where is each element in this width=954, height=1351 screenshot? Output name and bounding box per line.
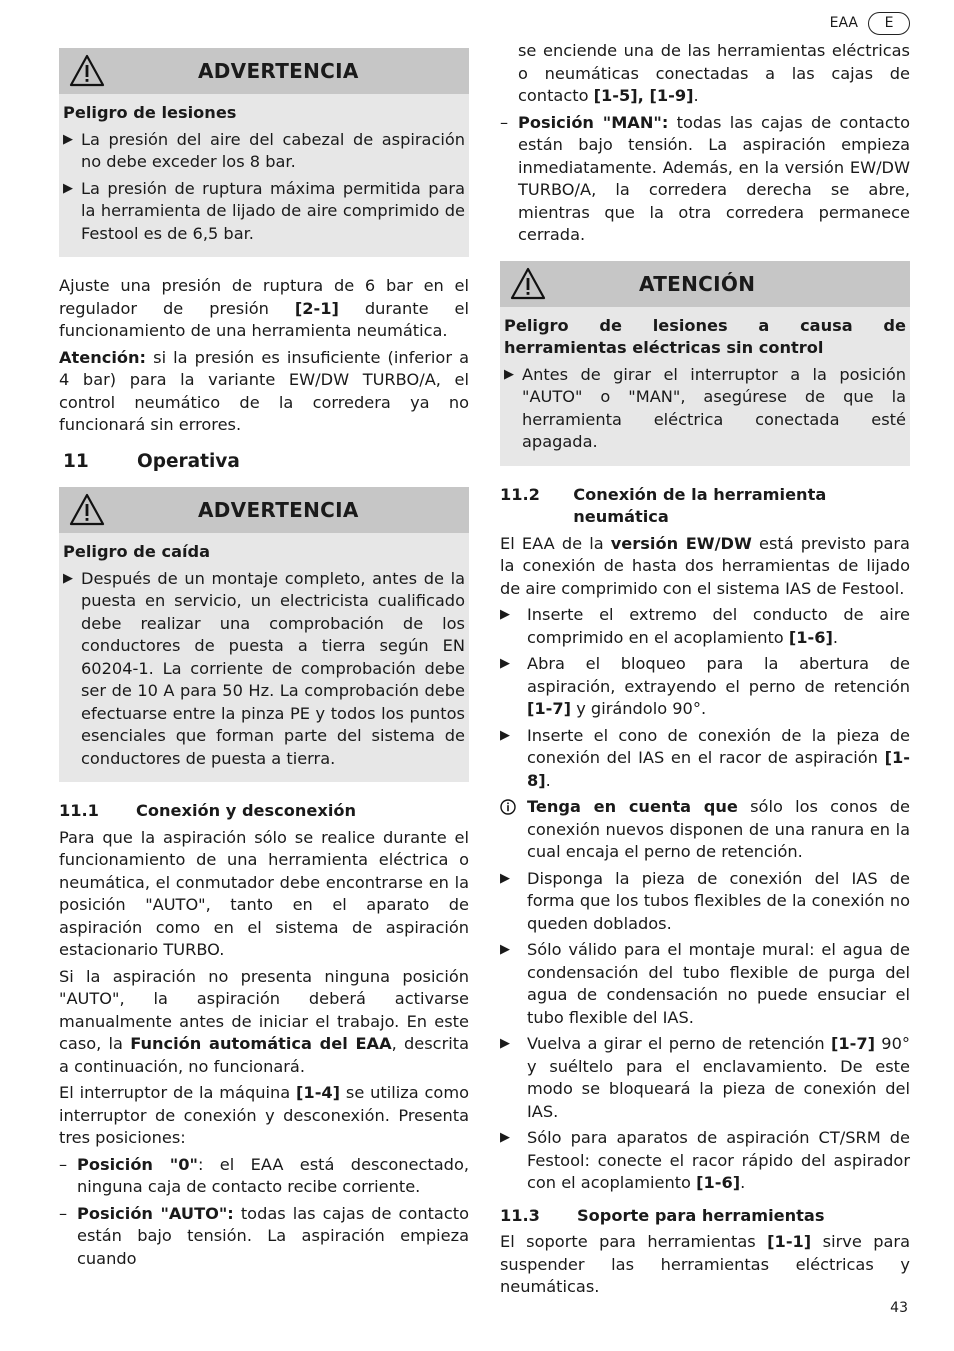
warning-triangle-icon [69, 493, 105, 527]
subsection-heading: 11.1 Conexión y desconexión [59, 801, 357, 820]
bullet-arrow-icon: ▶ [500, 942, 510, 957]
bullet-arrow-icon: ▶ [500, 607, 510, 622]
list-item: – Posición "AUTO": todas las cajas de contacto están bajo tensión. La aspiración empieza cuando [59, 1203, 470, 1268]
info-icon [500, 796, 527, 864]
paragraph: El soporte para herramientas [1-1] sirve para suspender las herramientas eléctricas y neumáticas. [500, 1232, 911, 1296]
page-header [830, 12, 910, 35]
paragraph: Para que la aspiración sólo se realice durante el funcionamiento de una herramienta eléctrica o neumática, el conmutador debe encontrarse en la posición "AUTO", tanto en el aparato de aspiración como en el sistema de aspiración estacionario TURBO. [59, 827, 469, 959]
paragraph: Si la aspiración no presenta ninguna posición "AUTO", la aspiración deberá activarse manualmente antes de iniciar el trabajo. En este caso, la Función automática del EAA, descrita a continuación, no funcionará. [59, 966, 469, 1076]
bullet-arrow-icon: ▶ [63, 131, 73, 147]
step-item: ▶ Vuelva a girar el perno de retención [1-7] 90° y suéltelo para el enclavamiento. De este modo se bloqueará la pieza de conexión del IAS. [500, 1033, 910, 1123]
warning-triangle-icon [510, 267, 546, 301]
bullet-arrow-icon: ▶ [500, 1130, 510, 1145]
paragraph: El interruptor de la máquina [1-4] se utiliza como interruptor de conexión y desconexión. Presenta tres posiciones: [59, 1083, 469, 1147]
note-item: Tenga en cuenta que sólo los conos de conexión nuevos disponen de una ranura en la cual encaja el perno de retención. [500, 796, 910, 864]
warning-box-injury [59, 48, 469, 257]
list-item: ▶ La presión del aire del cabezal de aspiración no debe exceder los 8 bar. [63, 129, 465, 174]
model-code: EAA [829, 15, 858, 32]
paragraph: Ajuste una presión de ruptura de 6 bar en el regulador de presión [2-1] durante el funcionamiento de una herramienta neumática. [59, 276, 469, 340]
list-item: ▶ Después de un montaje completo, antes de la puesta en servicio, un electricista cualificado debe realizar una comprobación de los conductores de puesta a tierra según EN 60204-1. La corriente de comprobación debe ser de 10 A para 50 Hz. La comprobación debe efectuarse entre la pinza PE y todos los puntos esenciales que forman parte del sistema de conductores de puesta a tierra. [63, 568, 465, 771]
step-item: ▶ Abra el bloqueo para la abertura de aspiración, extrayendo el perno de retención [1-7] y girándolo 90°. [500, 653, 910, 721]
section-heading: 11 Operativa [63, 450, 240, 472]
warning-title: ADVERTENCIA [198, 498, 359, 522]
bullet-arrow-icon: ▶ [500, 870, 510, 886]
bullet-arrow-icon: ▶ [504, 366, 514, 382]
list-item: ▶ Antes de girar el interruptor a la posición "AUTO" o "MAN", asegúrese de que la herramienta eléctrica conectada esté apagada. [504, 364, 906, 454]
page-number: 43 [890, 1299, 908, 1316]
warning-box-fall [59, 487, 469, 782]
step-item: ▶ Inserte el cono de conexión de la pieza de conexión del IAS en el racor de aspiración [1-8]. [500, 725, 910, 793]
list-item: – Posición "MAN": todas las cajas de contacto están bajo tensión. La aspiración empieza inmediatamente. Además, en la versión EW/DW TURBO/A, la corredera derecha se abre, mientras que la otra corredera permanece cerrada. [500, 112, 910, 244]
list-item: ▶ La presión de ruptura máxima permitida para la herramienta de lijado de aire comprimido de Festool es de 6,5 bar. [63, 178, 465, 246]
bullet-arrow-icon: ▶ [63, 180, 73, 196]
caution-title: ATENCIÓN [639, 271, 756, 296]
warning-triangle-icon [69, 54, 105, 88]
subsection-heading: 11.3 Soporte para herramientas [500, 1205, 825, 1225]
warning-subtitle: Peligro de caída [63, 542, 211, 561]
warning-header [59, 48, 469, 94]
paragraph: Atención: si la presión es insuficiente (inferior a 4 bar) para la variante EW/DW TURBO/A, el control neumático de la corredera ya no funcionará sin errores. [59, 347, 469, 434]
caution-box [500, 261, 910, 466]
bullet-arrow-icon: ▶ [500, 656, 510, 671]
step-item: ▶ Inserte el extremo del conducto de aire comprimido en el acoplamiento [1-6]. [500, 604, 910, 649]
subsection-heading: 11.2 Conexión de la herramienta neumática [500, 484, 827, 526]
bullet-arrow-icon: ▶ [63, 570, 73, 586]
step-item: ▶ Sólo para aparatos de aspiración CT/SRM de Festool: conecte el racor rápido del aspirador con el acoplamiento [1-6]. [500, 1127, 910, 1195]
warning-header [59, 487, 469, 533]
paragraph: El EAA de la versión EW/DW está previsto para la conexión de hasta dos herramientas de lijado de aire comprimido con el sistema IAS de Festool. [500, 533, 910, 598]
bullet-arrow-icon: ▶ [500, 727, 510, 743]
language-badge: E [868, 12, 910, 35]
left-column [59, 48, 469, 1274]
paragraph: se enciende una de las herramientas eléctricas o neumáticas conectadas a las cajas de contacto [1-5], [1-9]. [518, 41, 910, 105]
right-column [500, 40, 910, 1303]
caution-subtitle: Peligro de lesiones a causa de herramientas eléctricas sin control [504, 315, 906, 357]
warning-title: ADVERTENCIA [198, 59, 359, 83]
step-item: ▶ Sólo válido para el montaje mural: el agua de condensación del tubo flexible de purga del agua de condensación no puede ensuciar el tubo flexible del IAS. [500, 939, 910, 1029]
warning-subtitle: Peligro de lesiones [63, 103, 237, 122]
step-item: ▶ Disponga la pieza de conexión del IAS de forma que los tubos flexibles de la conexión no queden doblados. [500, 868, 910, 936]
list-item: – Posición "0": el EAA está desconectado, ninguna caja de contacto recibe corriente. [59, 1154, 469, 1196]
bullet-arrow-icon: ▶ [500, 1036, 510, 1051]
caution-header [500, 261, 910, 307]
